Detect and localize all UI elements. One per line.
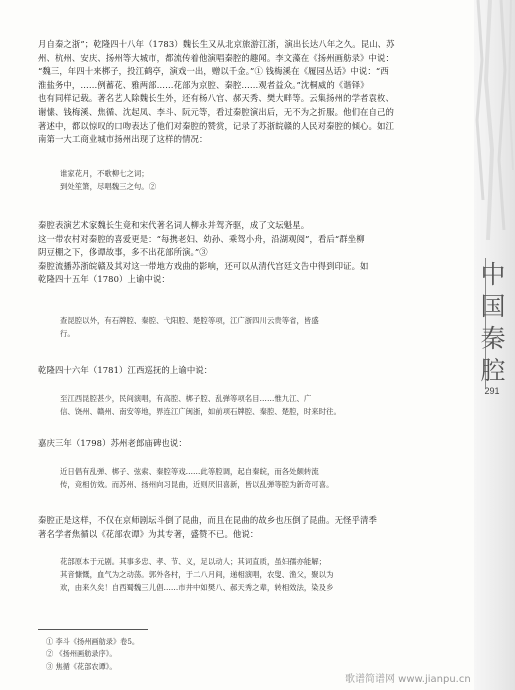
paragraph: 乾隆四十六年（1781）江西巡抚的上谕中说： (38, 365, 213, 375)
side-title-char: 秦 (480, 324, 506, 353)
paragraph: 秦腔正是这样，不仅在京师剧坛斗倒了昆曲，而且在昆曲的故乡也压倒了昆曲。无怪乎清季 著名学者焦循以《花部农谭》为其专著，盛赞不已。他说： (38, 515, 377, 539)
side-title-char: 国 (480, 292, 506, 321)
block-quote: 谁家花月，不歌柳七之词； 到处笙箫，尽唱魏三之句。② (60, 169, 157, 192)
brush-texture (474, 0, 515, 240)
page-number: 291 (484, 386, 500, 396)
block-quote: 花部原本于元剧。其事多忠、孝、节、义，足以动人；其词直质，虽妇孺亦能解； 其音慷慨，血气为之动荡。郭外各村，于二八月间，递相演唱，农叟、渔父，聚以为 欢，由来久矣！自西蜀魏三儿倡……市井中如樊八、郝天秀之辈，转相效法，染及乡 (60, 557, 334, 593)
block-quote: 近日倡有乱弹、梆子、弦索、秦腔等戏……此等腔调，起自秦皖，而各处颇转流 传，竞相仿效。而苏州、扬州向习昆曲，近则厌旧喜新，皆以乱弹等腔为新奇可喜。 (60, 467, 334, 490)
side-title-char: 中 (480, 260, 506, 289)
body-text (38, 0, 470, 690)
block-quote: 至江西昆腔甚少，民间演唱，有高腔、梆子腔、乱弹等项名目……惟九江、广 信、饶州、赣州、南安等地，界连江广闽浙，如前项石牌腔、秦腔、楚腔，时来时往。 (60, 394, 341, 417)
block-quote: 查昆腔以外，有石牌腔、秦腔、弋阳腔、楚腔等项，江广浙四川云贵等省，皆盛 行。 (60, 316, 319, 339)
paragraph: 月自秦之浙”；乾隆四十八年（1783）魏长生又从北京旅游江浙，演出长达八年之久。昆山、苏 州、杭州、安庆、扬州等大城市，都流传着他演唱秦腔的趣闻。李文藻在《扬州画舫录》中说： “魏三，年四十来梆子，投江鹤亭，演戏一出，赠以千金。”① 钱梅溪在《履园丛话》中说：“西 淮盐务中，……例蓄花、雅两部……花部为京腔、秦腔……观者益众。”沈桐威的《谐铎》 也有同样记载。著名艺人除魏长生外，还有杨八官、郝天秀、樊大畔等。云集扬州的学者袁枚、 谢愫、钱梅溪、焦循、沈起凤、李斗、阮元等，看过秦腔演出后，无不为之折服。他们在自己的 著述中，都以惊叹的口吻表达了他们对秦腔的赞赏，记录了苏浙皖赣的人民对秦腔的倾心。如江 南第一大工商业城市扬州出现了这样的情况： (38, 39, 395, 145)
site-watermark: 歌谱简谱网 www.jianpu.cn (345, 674, 471, 685)
footnote-rule (38, 629, 148, 630)
paragraph: 嘉庆三年（1798）苏州老郎庙碑也说： (38, 438, 187, 448)
side-title-char: 腔 (480, 356, 506, 385)
paragraph: 秦腔表演艺术家魏长生竟和宋代著名词人柳永并驾齐驱，成了文坛魁星。 这一带农村对秦腔的喜爱更是：“每携老妇、幼孙、乘驾小舟，沿湖观阅”，看后“群坐柳 阴豆棚之下，侈谭故事，多不出花部所演。”③ 秦腔流播苏浙皖赣及其对这一带地方戏曲的影响，还可以从清代宫廷文告中得到印证。如 乾隆四十五年（1780）上谕中说： (38, 220, 369, 285)
footnotes: ① 李斗《扬州画舫录》卷5。 ② 《扬州画舫录序》。 ③ 焦循《花部农谭》。 (46, 637, 140, 671)
